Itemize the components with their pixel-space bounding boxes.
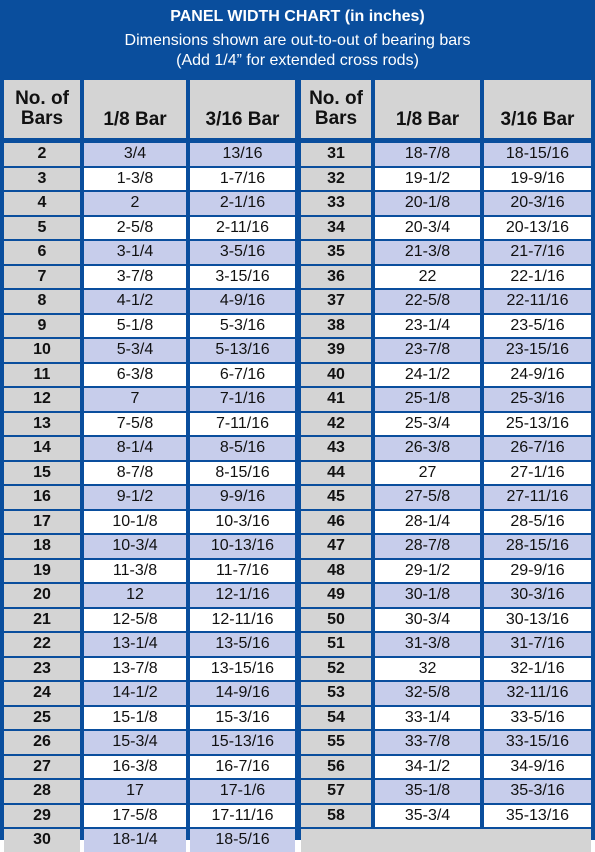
- three-sixteenth-bar-cell: 26-7/16: [484, 437, 591, 460]
- eighth-bar-cell: 34-1/2: [375, 756, 480, 779]
- eighth-bar-cell: 1-3/8: [84, 168, 186, 191]
- bar-count-cell: 32: [301, 168, 371, 191]
- bar-count-cell: 45: [301, 486, 371, 509]
- eighth-bar-cell: 13-1/4: [84, 633, 186, 656]
- header-no-of-bars-line2: Bars: [314, 108, 358, 129]
- eighth-bar-cell: 20-1/8: [375, 192, 480, 215]
- three-sixteenth-bar-cell: 7-1/16: [190, 388, 295, 411]
- three-sixteenth-bar-cell: 12-11/16: [190, 609, 295, 632]
- bar-count-cell: 21: [4, 609, 80, 632]
- three-sixteenth-bar-cell: 13-5/16: [190, 633, 295, 656]
- empty-cell: [301, 829, 591, 852]
- three-sixteenth-bar-cell: 4-9/16: [190, 290, 295, 313]
- header-no-of-bars-line1: No. of: [309, 88, 363, 109]
- three-sixteenth-bar-cell: 2-11/16: [190, 217, 295, 240]
- header-three-sixteenth-bar: 3/16 Bar: [190, 80, 295, 138]
- bar-count-cell: 4: [4, 192, 80, 215]
- three-sixteenth-bar-cell: 24-9/16: [484, 364, 591, 387]
- bar-count-cell: 8: [4, 290, 80, 313]
- eighth-bar-cell: 8-1/4: [84, 437, 186, 460]
- bar-count-cell: 13: [4, 413, 80, 436]
- three-sixteenth-bar-cell: 18-5/16: [190, 829, 295, 852]
- eighth-bar-cell: 5-1/8: [84, 315, 186, 338]
- bar-count-cell: 43: [301, 437, 371, 460]
- header-three-sixteenth-bar: 3/16 Bar: [484, 80, 591, 138]
- header-no-of-bars-line2: Bars: [20, 108, 64, 129]
- eighth-bar-cell: 9-1/2: [84, 486, 186, 509]
- bar-count-cell: 7: [4, 266, 80, 289]
- three-sixteenth-bar-cell: 23-15/16: [484, 339, 591, 362]
- bar-count-cell: 57: [301, 780, 371, 803]
- eighth-bar-cell: 6-3/8: [84, 364, 186, 387]
- bar-count-cell: 9: [4, 315, 80, 338]
- eighth-bar-cell: 29-1/2: [375, 560, 480, 583]
- three-sixteenth-bar-cell: 1-7/16: [190, 168, 295, 191]
- eighth-bar-cell: 30-3/4: [375, 609, 480, 632]
- three-sixteenth-bar-cell: 2-1/16: [190, 192, 295, 215]
- three-sixteenth-bar-cell: 5-13/16: [190, 339, 295, 362]
- three-sixteenth-bar-cell: 27-1/16: [484, 462, 591, 485]
- bar-count-cell: 46: [301, 511, 371, 534]
- eighth-bar-cell: 14-1/2: [84, 682, 186, 705]
- eighth-bar-cell: 26-3/8: [375, 437, 480, 460]
- eighth-bar-cell: 28-1/4: [375, 511, 480, 534]
- eighth-bar-cell: 2-5/8: [84, 217, 186, 240]
- eighth-bar-cell: 33-1/4: [375, 707, 480, 730]
- eighth-bar-cell: 11-3/8: [84, 560, 186, 583]
- bar-count-cell: 28: [4, 780, 80, 803]
- eighth-bar-cell: 32: [375, 658, 480, 681]
- bar-count-cell: 47: [301, 535, 371, 558]
- bar-count-cell: 16: [4, 486, 80, 509]
- eighth-bar-cell: 20-3/4: [375, 217, 480, 240]
- width-table: [0, 76, 595, 849]
- three-sixteenth-bar-cell: 10-3/16: [190, 511, 295, 534]
- bar-count-cell: 48: [301, 560, 371, 583]
- eighth-bar-cell: 31-3/8: [375, 633, 480, 656]
- bar-count-cell: 17: [4, 511, 80, 534]
- eighth-bar-cell: 23-7/8: [375, 339, 480, 362]
- bar-count-cell: 34: [301, 217, 371, 240]
- bar-count-cell: 56: [301, 756, 371, 779]
- three-sixteenth-bar-cell: 25-13/16: [484, 413, 591, 436]
- chart-banner: [0, 0, 595, 76]
- bar-count-cell: 33: [301, 192, 371, 215]
- eighth-bar-cell: 22-5/8: [375, 290, 480, 313]
- eighth-bar-cell: 13-7/8: [84, 658, 186, 681]
- bar-count-cell: 26: [4, 731, 80, 754]
- eighth-bar-cell: 12-5/8: [84, 609, 186, 632]
- eighth-bar-cell: 8-7/8: [84, 462, 186, 485]
- three-sixteenth-bar-cell: 13/16: [190, 143, 295, 166]
- eighth-bar-cell: 27: [375, 462, 480, 485]
- three-sixteenth-bar-cell: 22-11/16: [484, 290, 591, 313]
- eighth-bar-cell: 30-1/8: [375, 584, 480, 607]
- eighth-bar-cell: 10-3/4: [84, 535, 186, 558]
- chart-title: PANEL WIDTH CHART (in inches): [170, 8, 425, 25]
- eighth-bar-cell: 35-1/8: [375, 780, 480, 803]
- header-eighth-bar: 1/8 Bar: [84, 80, 186, 138]
- bar-count-cell: 11: [4, 364, 80, 387]
- bar-count-cell: 49: [301, 584, 371, 607]
- header-no-of-bars: [301, 80, 371, 138]
- three-sixteenth-bar-cell: 33-15/16: [484, 731, 591, 754]
- bar-count-cell: 31: [301, 143, 371, 166]
- eighth-bar-cell: 15-1/8: [84, 707, 186, 730]
- bar-count-cell: 14: [4, 437, 80, 460]
- bar-count-cell: 39: [301, 339, 371, 362]
- eighth-bar-cell: 23-1/4: [375, 315, 480, 338]
- header-no-of-bars: [4, 80, 80, 138]
- three-sixteenth-bar-cell: 32-1/16: [484, 658, 591, 681]
- eighth-bar-cell: 4-1/2: [84, 290, 186, 313]
- bar-count-cell: 38: [301, 315, 371, 338]
- bar-count-cell: 36: [301, 266, 371, 289]
- bar-count-cell: 42: [301, 413, 371, 436]
- three-sixteenth-bar-cell: 31-7/16: [484, 633, 591, 656]
- three-sixteenth-bar-cell: 30-13/16: [484, 609, 591, 632]
- bar-count-cell: 25: [4, 707, 80, 730]
- eighth-bar-cell: 5-3/4: [84, 339, 186, 362]
- eighth-bar-cell: 15-3/4: [84, 731, 186, 754]
- three-sixteenth-bar-cell: 5-3/16: [190, 315, 295, 338]
- bar-count-cell: 29: [4, 805, 80, 828]
- eighth-bar-cell: 22: [375, 266, 480, 289]
- eighth-bar-cell: 3-7/8: [84, 266, 186, 289]
- eighth-bar-cell: 25-1/8: [375, 388, 480, 411]
- bar-count-cell: 53: [301, 682, 371, 705]
- three-sixteenth-bar-cell: 33-5/16: [484, 707, 591, 730]
- three-sixteenth-bar-cell: 21-7/16: [484, 241, 591, 264]
- bar-count-cell: 6: [4, 241, 80, 264]
- three-sixteenth-bar-cell: 20-13/16: [484, 217, 591, 240]
- bar-count-cell: 15: [4, 462, 80, 485]
- bar-count-cell: 55: [301, 731, 371, 754]
- bar-count-cell: 58: [301, 805, 371, 828]
- three-sixteenth-bar-cell: 14-9/16: [190, 682, 295, 705]
- three-sixteenth-bar-cell: 7-11/16: [190, 413, 295, 436]
- bar-count-cell: 44: [301, 462, 371, 485]
- eighth-bar-cell: 17-5/8: [84, 805, 186, 828]
- eighth-bar-cell: 28-7/8: [375, 535, 480, 558]
- bar-count-cell: 37: [301, 290, 371, 313]
- eighth-bar-cell: 2: [84, 192, 186, 215]
- bar-count-cell: 41: [301, 388, 371, 411]
- three-sixteenth-bar-cell: 10-13/16: [190, 535, 295, 558]
- eighth-bar-cell: 19-1/2: [375, 168, 480, 191]
- three-sixteenth-bar-cell: 32-11/16: [484, 682, 591, 705]
- three-sixteenth-bar-cell: 30-3/16: [484, 584, 591, 607]
- three-sixteenth-bar-cell: 12-1/16: [190, 584, 295, 607]
- three-sixteenth-bar-cell: 6-7/16: [190, 364, 295, 387]
- eighth-bar-cell: 7-5/8: [84, 413, 186, 436]
- bar-count-cell: 35: [301, 241, 371, 264]
- bar-count-cell: 50: [301, 609, 371, 632]
- three-sixteenth-bar-cell: 35-3/16: [484, 780, 591, 803]
- eighth-bar-cell: 24-1/2: [375, 364, 480, 387]
- eighth-bar-cell: 17: [84, 780, 186, 803]
- eighth-bar-cell: 16-3/8: [84, 756, 186, 779]
- three-sixteenth-bar-cell: 3-15/16: [190, 266, 295, 289]
- bar-count-cell: 20: [4, 584, 80, 607]
- eighth-bar-cell: 10-1/8: [84, 511, 186, 534]
- eighth-bar-cell: 25-3/4: [375, 413, 480, 436]
- bar-count-cell: 30: [4, 829, 80, 852]
- eighth-bar-cell: 32-5/8: [375, 682, 480, 705]
- three-sixteenth-bar-cell: 15-13/16: [190, 731, 295, 754]
- eighth-bar-cell: 18-1/4: [84, 829, 186, 852]
- eighth-bar-cell: 18-7/8: [375, 143, 480, 166]
- three-sixteenth-bar-cell: 23-5/16: [484, 315, 591, 338]
- bar-count-cell: 3: [4, 168, 80, 191]
- eighth-bar-cell: 35-3/4: [375, 805, 480, 828]
- three-sixteenth-bar-cell: 17-11/16: [190, 805, 295, 828]
- bar-count-cell: 40: [301, 364, 371, 387]
- three-sixteenth-bar-cell: 11-7/16: [190, 560, 295, 583]
- three-sixteenth-bar-cell: 20-3/16: [484, 192, 591, 215]
- bar-count-cell: 51: [301, 633, 371, 656]
- eighth-bar-cell: 27-5/8: [375, 486, 480, 509]
- three-sixteenth-bar-cell: 28-15/16: [484, 535, 591, 558]
- eighth-bar-cell: 3/4: [84, 143, 186, 166]
- three-sixteenth-bar-cell: 9-9/16: [190, 486, 295, 509]
- three-sixteenth-bar-cell: 8-15/16: [190, 462, 295, 485]
- three-sixteenth-bar-cell: 8-5/16: [190, 437, 295, 460]
- three-sixteenth-bar-cell: 34-9/16: [484, 756, 591, 779]
- chart-subtitle: Dimensions shown are out-to-out of bearing bars: [124, 32, 471, 49]
- bar-count-cell: 19: [4, 560, 80, 583]
- three-sixteenth-bar-cell: 16-7/16: [190, 756, 295, 779]
- three-sixteenth-bar-cell: 22-1/16: [484, 266, 591, 289]
- three-sixteenth-bar-cell: 19-9/16: [484, 168, 591, 191]
- bar-count-cell: 52: [301, 658, 371, 681]
- three-sixteenth-bar-cell: 29-9/16: [484, 560, 591, 583]
- three-sixteenth-bar-cell: 3-5/16: [190, 241, 295, 264]
- eighth-bar-cell: 3-1/4: [84, 241, 186, 264]
- bar-count-cell: 10: [4, 339, 80, 362]
- three-sixteenth-bar-cell: 17-1/6: [190, 780, 295, 803]
- eighth-bar-cell: 12: [84, 584, 186, 607]
- eighth-bar-cell: 7: [84, 388, 186, 411]
- three-sixteenth-bar-cell: 28-5/16: [484, 511, 591, 534]
- three-sixteenth-bar-cell: 25-3/16: [484, 388, 591, 411]
- bar-count-cell: 54: [301, 707, 371, 730]
- bar-count-cell: 22: [4, 633, 80, 656]
- bar-count-cell: 5: [4, 217, 80, 240]
- header-eighth-bar: 1/8 Bar: [375, 80, 480, 138]
- bar-count-cell: 18: [4, 535, 80, 558]
- header-no-of-bars-line1: No. of: [15, 88, 69, 109]
- bar-count-cell: 24: [4, 682, 80, 705]
- three-sixteenth-bar-cell: 18-15/16: [484, 143, 591, 166]
- bar-count-cell: 2: [4, 143, 80, 166]
- chart-note: (Add 1/4” for extended cross rods): [176, 52, 419, 69]
- three-sixteenth-bar-cell: 35-13/16: [484, 805, 591, 828]
- three-sixteenth-bar-cell: 13-15/16: [190, 658, 295, 681]
- bar-count-cell: 23: [4, 658, 80, 681]
- three-sixteenth-bar-cell: 27-11/16: [484, 486, 591, 509]
- eighth-bar-cell: 33-7/8: [375, 731, 480, 754]
- eighth-bar-cell: 21-3/8: [375, 241, 480, 264]
- bar-count-cell: 12: [4, 388, 80, 411]
- bar-count-cell: 27: [4, 756, 80, 779]
- three-sixteenth-bar-cell: 15-3/16: [190, 707, 295, 730]
